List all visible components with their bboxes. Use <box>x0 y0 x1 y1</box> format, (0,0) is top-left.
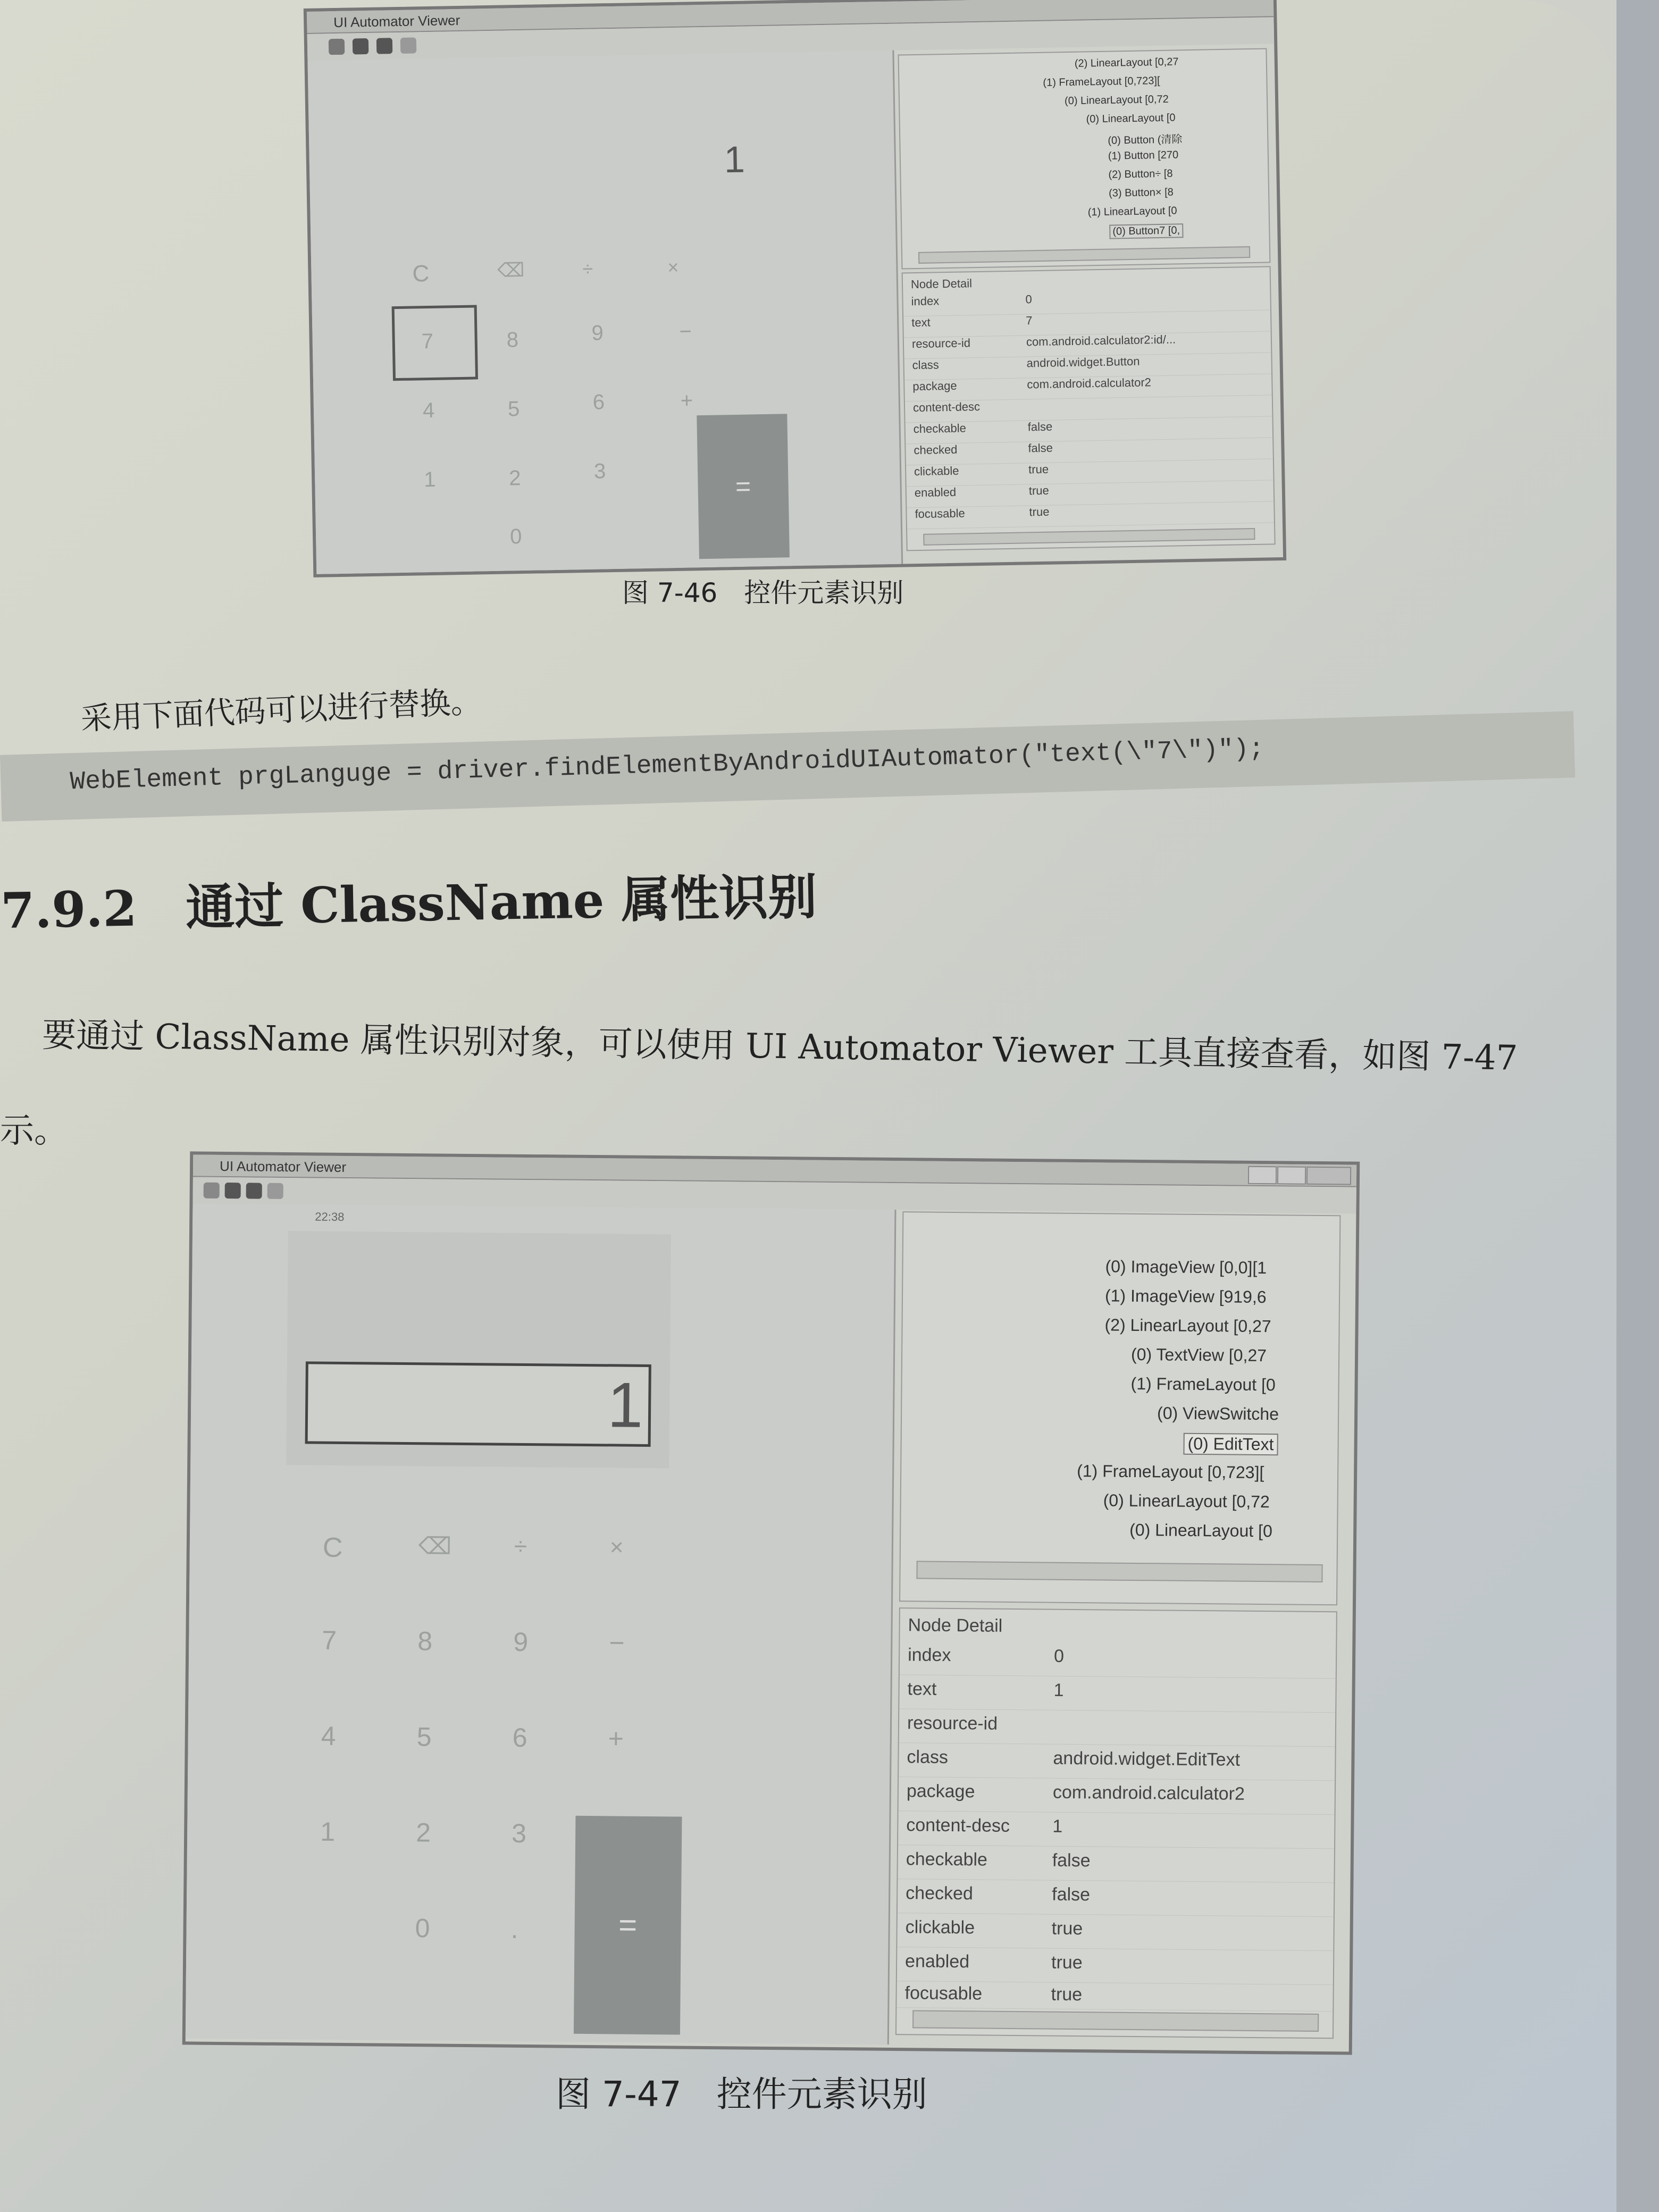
calc-key-0[interactable]: 0 <box>415 1913 430 1943</box>
calc-key-2[interactable]: 2 <box>508 466 521 490</box>
figure-7-47-window <box>182 1151 1360 2055</box>
detail-value: 0 <box>1025 292 1033 306</box>
detail-key: clickable <box>905 1917 975 1938</box>
calc-key-divide[interactable]: ÷ <box>582 257 593 280</box>
window-title: UI Automator Viewer <box>333 12 460 31</box>
detail-key: resource-id <box>911 336 971 351</box>
detail-key: enabled <box>914 485 957 500</box>
calc-key-3[interactable]: 3 <box>511 1818 527 1849</box>
detail-row-enabled <box>897 1947 1334 1985</box>
detail-row-index <box>900 1640 1336 1679</box>
close-button[interactable] <box>1306 1167 1351 1185</box>
detail-value: com.android.calculator2 <box>1027 375 1152 391</box>
screenshot-icon[interactable] <box>353 38 369 55</box>
detail-key: text <box>907 1679 937 1699</box>
calc-key-4[interactable]: 4 <box>321 1721 336 1751</box>
save-icon[interactable] <box>400 37 417 54</box>
paragraph-line-1: 要通过 ClassName 属性识别对象，可以使用 UI Automator Viewer 工具直接查看，如图 7-47 <box>41 1015 1518 1078</box>
maximize-button[interactable] <box>1277 1166 1306 1184</box>
detail-row-checkable <box>898 1845 1334 1883</box>
detail-value: android.widget.Button <box>1026 354 1140 370</box>
detail-value: com.android.calculator2 <box>1052 1782 1245 1804</box>
tree-node[interactable]: (0) LinearLayout [0 <box>1129 1520 1272 1541</box>
device-screenshot[interactable] <box>308 51 903 574</box>
detail-value: true <box>1028 462 1049 476</box>
calc-key-backspace[interactable]: ⌫ <box>497 258 525 281</box>
calc-key-backspace[interactable]: ⌫ <box>418 1533 452 1560</box>
detail-key: package <box>906 1781 975 1802</box>
detail-value: true <box>1028 483 1049 498</box>
detail-row-package <box>899 1777 1335 1815</box>
save-icon[interactable] <box>267 1183 283 1199</box>
open-icon[interactable] <box>204 1183 220 1199</box>
tree-node[interactable]: (2) LinearLayout [0,27 <box>1104 1315 1271 1336</box>
hierarchy-tree[interactable] <box>899 1211 1340 1605</box>
calc-key-plus[interactable]: + <box>608 1723 624 1754</box>
tree-node[interactable]: (0) ViewSwitche <box>1157 1403 1279 1424</box>
device-screenshot[interactable] <box>186 1203 896 2044</box>
detail-key: focusable <box>904 1983 983 2004</box>
device-screenshot-icon[interactable] <box>246 1183 262 1199</box>
calc-key-clear[interactable]: C <box>412 261 430 287</box>
detail-key: focusable <box>915 506 965 521</box>
detail-key: checked <box>906 1883 974 1904</box>
calc-key-6[interactable]: 6 <box>512 1722 527 1753</box>
tree-node[interactable]: (2) Button÷ [8 <box>1108 167 1173 181</box>
node-detail-panel <box>902 266 1276 551</box>
tree-node[interactable]: (1) ImageView [919,6 <box>1104 1286 1267 1307</box>
detail-value: android.widget.EditText <box>1053 1748 1241 1770</box>
detail-key: class <box>912 358 940 372</box>
calc-key-7[interactable]: 7 <box>421 329 434 354</box>
detail-row-clickable <box>897 1913 1334 1951</box>
calc-key-7[interactable]: 7 <box>322 1625 337 1655</box>
calc-key-minus[interactable]: − <box>679 320 692 343</box>
selected-node-highlight <box>392 305 478 381</box>
detail-horizontal-scrollbar[interactable] <box>912 2010 1319 2032</box>
node-detail-title: Node Detail <box>910 276 973 291</box>
detail-key: checked <box>914 442 958 457</box>
detail-value: true <box>1051 1984 1083 2005</box>
detail-row-class <box>899 1742 1335 1781</box>
display-value: 1 <box>607 1369 643 1441</box>
figure-7-46-caption: 图 7-46 控件元素识别 <box>622 577 904 608</box>
node-detail-title: Node Detail <box>908 1615 1003 1636</box>
detail-row-content-desc <box>898 1811 1335 1849</box>
calc-key-plus[interactable]: + <box>680 389 693 413</box>
tree-node[interactable]: (1) LinearLayout [0 <box>1087 205 1177 219</box>
section-heading: 7.9.2 通过 ClassName 属性识别 <box>0 868 818 940</box>
calc-key-8[interactable]: 8 <box>506 328 519 352</box>
status-time: 22:38 <box>315 1210 345 1224</box>
detail-horizontal-scrollbar[interactable] <box>923 528 1255 546</box>
detail-key: package <box>912 379 957 393</box>
hierarchy-tree[interactable] <box>898 48 1270 269</box>
detail-key: clickable <box>914 464 959 479</box>
detail-value: false <box>1027 420 1053 434</box>
calc-key-multiply[interactable]: × <box>609 1534 624 1561</box>
detail-row-text <box>899 1674 1336 1713</box>
detail-value: 7 <box>1026 314 1033 328</box>
tree-node[interactable]: (0) ImageView [0,0][1 <box>1105 1256 1267 1278</box>
detail-value: true <box>1029 505 1050 519</box>
calc-key-equals[interactable]: = <box>697 414 790 559</box>
detail-value: 1 <box>1053 1680 1064 1700</box>
detail-key: content-desc <box>906 1815 1010 1836</box>
detail-row-focusable <box>896 1981 1333 2012</box>
detail-key: content-desc <box>912 399 981 415</box>
calc-key-equals[interactable]: = <box>574 1816 682 2035</box>
device-screenshot-icon[interactable] <box>376 38 393 54</box>
detail-row-checked <box>898 1879 1334 1917</box>
figure-7-47-caption: 图 7-47 控件元素识别 <box>556 2074 927 2115</box>
tree-node[interactable]: (3) Button× [8 <box>1108 186 1174 199</box>
window-title: UI Automator Viewer <box>220 1158 347 1175</box>
detail-value: 1 <box>1052 1816 1063 1837</box>
detail-key: checkable <box>906 1849 988 1870</box>
tree-node[interactable]: (1) FrameLayout [0,723][ <box>1077 1461 1264 1482</box>
calc-key-multiply[interactable]: × <box>667 256 679 279</box>
calc-key-minus[interactable]: − <box>609 1628 625 1658</box>
paragraph-line-2: 示。 <box>0 1111 68 1151</box>
status-bar <box>267 1210 692 1233</box>
detail-key: checkable <box>913 421 967 436</box>
calc-key-3[interactable]: 3 <box>593 459 606 483</box>
tree-node[interactable]: (0) TextView [0,27 <box>1130 1344 1267 1365</box>
calc-key-9[interactable]: 9 <box>513 1627 529 1657</box>
open-icon[interactable] <box>329 39 345 55</box>
calc-key-2[interactable]: 2 <box>415 1817 431 1848</box>
calc-key-8[interactable]: 8 <box>417 1626 433 1656</box>
minimize-button[interactable] <box>1248 1166 1277 1184</box>
tree-node[interactable]: (1) Button [270 <box>1108 149 1179 162</box>
detail-value: com.android.calculator2:id/... <box>1026 332 1176 349</box>
detail-key: class <box>907 1747 949 1767</box>
detail-value: true <box>1051 1918 1083 1939</box>
detail-value: false <box>1028 441 1053 455</box>
code-line: WebElement prgLanguge = driver.findElementByAndroidUIAutomator("text(\"7\")"); <box>69 734 1265 797</box>
display-value: 1 <box>724 138 745 181</box>
calc-key-decimal[interactable]: . <box>510 1914 518 1944</box>
calc-key-1[interactable]: 1 <box>320 1816 336 1847</box>
tree-node-selected[interactable]: (0) EditText <box>1183 1433 1278 1456</box>
figure-7-46-window <box>304 0 1286 577</box>
edittext-highlight[interactable] <box>305 1361 651 1447</box>
detail-value: false <box>1052 1884 1091 1905</box>
tree-node[interactable]: (0) LinearLayout [0,72 <box>1064 93 1169 107</box>
detail-value: false <box>1052 1850 1091 1871</box>
node-detail-panel <box>895 1607 1337 2039</box>
detail-key: resource-id <box>907 1713 998 1734</box>
tree-node[interactable]: (0) LinearLayout [0 <box>1086 112 1176 125</box>
tree-node[interactable]: (1) FrameLayout [0 <box>1130 1373 1276 1395</box>
calculator-display <box>724 138 745 181</box>
detail-key: index <box>907 1645 951 1665</box>
calc-key-divide[interactable]: ÷ <box>514 1533 527 1560</box>
tree-horizontal-scrollbar[interactable] <box>916 1561 1322 1582</box>
calc-key-4[interactable]: 4 <box>422 398 435 423</box>
tree-node[interactable]: (2) LinearLayout [0,27 <box>1074 56 1179 70</box>
calc-key-9[interactable]: 9 <box>591 321 604 345</box>
page-edge <box>1616 0 1659 2212</box>
calc-key-0[interactable]: 0 <box>509 525 522 549</box>
screenshot-icon[interactable] <box>225 1183 241 1199</box>
calc-key-1[interactable]: 1 <box>423 467 436 492</box>
calc-key-6[interactable]: 6 <box>592 390 605 414</box>
tree-node[interactable]: (1) FrameLayout [0,723][ <box>1043 74 1160 89</box>
calc-key-5[interactable]: 5 <box>416 1722 432 1752</box>
calc-key-5[interactable]: 5 <box>507 397 520 421</box>
intro-paragraph: 采用下面代码可以进行替换。 <box>80 683 482 737</box>
tree-horizontal-scrollbar[interactable] <box>918 246 1250 264</box>
tree-node-selected[interactable]: (0) Button7 [0, <box>1109 223 1183 239</box>
tree-node[interactable]: (0) Button (清除 <box>1108 133 1183 147</box>
tree-node[interactable]: (0) LinearLayout [0,72 <box>1103 1490 1270 1512</box>
detail-key: enabled <box>904 1951 970 1972</box>
detail-value: 0 <box>1053 1646 1065 1666</box>
calc-key-clear[interactable]: C <box>322 1532 343 1563</box>
detail-value: true <box>1051 1952 1083 1973</box>
detail-row-resource-id <box>899 1708 1336 1747</box>
detail-key: text <box>911 315 931 330</box>
detail-key: index <box>911 294 940 308</box>
